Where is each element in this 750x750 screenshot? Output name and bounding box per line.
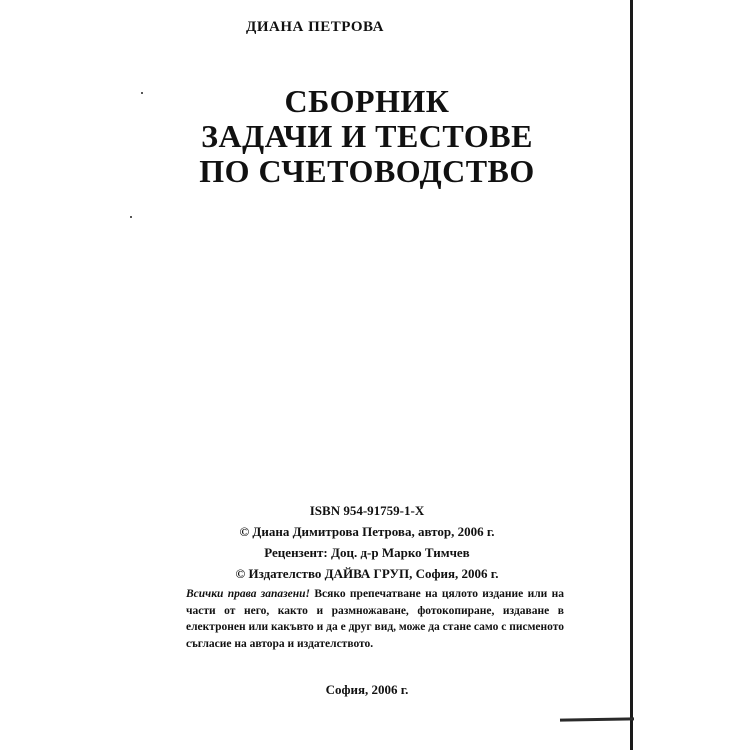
rights-body: Всяко препечатване на цялото издание или на части от него, както и размножаване, фотокопиране, издаване в електронен или какъвто и да е друг вид, може да стане само с писменото съгласие на автора и издателството.	[186, 588, 564, 650]
city-year: София, 2006 г.	[325, 682, 409, 697]
imprint-block	[0, 500, 734, 584]
isbn-line: ISBN 954-91759-1-X	[309, 503, 425, 518]
rights-notice	[186, 586, 564, 652]
author-copyright-line: © Диана Димитрова Петрова, автор, 2006 г.	[239, 524, 495, 539]
title-line-1: СБОРНИК	[284, 83, 450, 119]
rights-lead: Всички права запазени!	[186, 588, 311, 600]
reviewer-line: Рецензент: Доц. д-р Марко Тимчев	[264, 545, 470, 560]
author-name: ДИАНА ПЕТРОВА	[246, 19, 384, 35]
publisher-copyright-line: © Издателство ДАЙВА ГРУП, София, 2006 г.	[235, 566, 499, 581]
title-line-3: ПО СЧЕТОВОДСТВО	[199, 153, 535, 189]
scan-speck	[130, 216, 132, 218]
page-edge-bottom	[560, 717, 634, 721]
book-title	[0, 84, 734, 189]
title-line-2: ЗАДАЧИ И ТЕСТОВЕ	[201, 118, 533, 154]
